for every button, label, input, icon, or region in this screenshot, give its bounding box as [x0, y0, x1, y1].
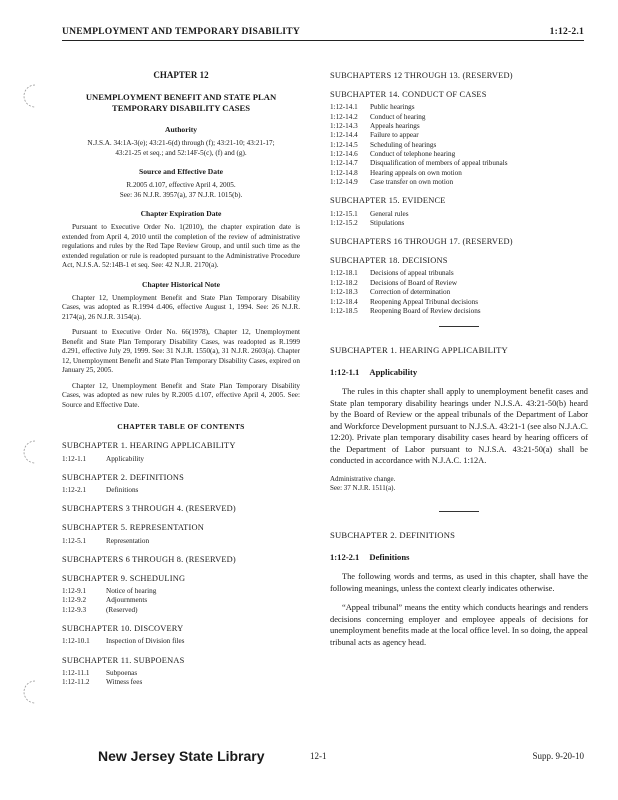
toc-subchapter-heading: SUBCHAPTER 5. REPRESENTATION [62, 523, 204, 533]
toc-section-number: 1:12-14.4 [330, 131, 358, 140]
toc-section-title: Adjournments [106, 596, 148, 605]
expiration-text: Pursuant to Executive Order No. 1(2010), the chapter expiration date is extended from April 4, 2010 until the completion of the review of administrative regulations and rules by the Red Tape Review Group, and until such time as the extended regulation or rule is readopted pursuant to the Administrative Procedure Act, N.J.S.A. 52:14B-1 et seq. See: 42 N.J.R. 2170(a). [62, 223, 300, 270]
toc-row [330, 169, 508, 178]
source-text: See: 36 N.J.R. 3957(a), 37 N.J.R. 1015(b). [119, 190, 243, 199]
toc-row [62, 587, 156, 596]
toc-row [330, 279, 481, 288]
history-text: Chapter 12, Unemployment Benefit and State Plan Temporary Disability Cases, was adopted as R.1994 d.406, effective August 1, 1994. See: 26 N.J.R. 2174(a), 26 N.J.R. 3154(a). [62, 293, 300, 321]
toc-section-list [330, 269, 481, 316]
toc-section-number: 1:12-2.1 [62, 485, 87, 494]
toc-row [330, 150, 508, 159]
history-heading: Chapter Historical Note [142, 279, 220, 289]
toc-section-title: Reopening Appeal Tribunal decisions [370, 297, 479, 306]
section-divider [439, 511, 479, 512]
chapter-title [62, 92, 300, 113]
toc-section-title: Public hearings [370, 103, 415, 112]
toc-section-title: Decisions of appeal tribunals [370, 269, 454, 278]
subchapter-heading: SUBCHAPTER 2. DEFINITIONS [330, 530, 456, 541]
toc-section-number: 1:12-14.5 [330, 140, 358, 149]
toc-section-number: 1:12-11.2 [62, 678, 90, 687]
section-text: The following words and terms, as used in this chapter, shall have the following meanings, unless the context clearly indicates otherwise. [330, 571, 588, 593]
history-text: Chapter 12, Unemployment Benefit and State Plan Temporary Disability Cases, was adopted as new rules by R.2005 d.107, effective April 4, 2005. See: Source and Effective Date. [62, 381, 300, 409]
punch-hole-icon [20, 82, 40, 110]
toc-section-number: 1:12-14.3 [330, 121, 358, 130]
toc-section-title: Appeals hearings [370, 121, 420, 130]
section-text: The rules in this chapter shall apply to unemployment benefit cases and State plan temporary disability hearings under N.J.S.A. 43:21-50(b) heard by the Board of Review or the appeal tribunals of the Department of Labor and Workforce Development pursuant to N.J.S.A. 43:21-1 (see also N.J.A.C. 12:20). Private plan temporary disability cases heard by hearing officers of the Department of Labor pursuant to N.J.S.A. 43:21-50(a) shall be conducted in accordance with N.J.A.C. 1:12A. [330, 386, 588, 466]
toc-section-title: Failure to appear [370, 131, 419, 140]
toc-row [62, 678, 142, 687]
toc-row [330, 103, 508, 112]
toc-section-title: Reopening Board of Review decisions [370, 306, 481, 315]
source-heading: Source and Effective Date [138, 167, 223, 177]
toc-section-number: 1:12-10.1 [62, 637, 90, 646]
toc-subchapter-heading: SUBCHAPTER 11. SUBPOENAS [62, 655, 185, 665]
toc-section-number: 1:12-15.1 [330, 209, 358, 218]
punch-hole-icon [20, 678, 40, 706]
authority-heading: Authority [164, 125, 198, 135]
toc-section-title: Representation [106, 536, 150, 545]
library-stamp: New Jersey State Library [98, 748, 265, 764]
toc-row [330, 131, 508, 140]
toc-row [330, 178, 508, 187]
toc-section-title: Scheduling of hearings [370, 140, 437, 149]
section-divider [439, 326, 479, 327]
toc-subchapter-heading: SUBCHAPTERS 12 THROUGH 13. (RESERVED) [330, 71, 513, 80]
toc-section-number: 1:12-1.1 [62, 454, 87, 463]
section-title: Applicability [369, 366, 418, 377]
toc-row [330, 298, 481, 307]
toc-heading: CHAPTER TABLE OF CONTENTS [117, 422, 245, 432]
toc-row [62, 606, 156, 615]
toc-subchapter-heading: SUBCHAPTER 1. HEARING APPLICABILITY [62, 441, 236, 451]
toc-row [330, 122, 508, 131]
toc-subchapter-heading: SUBCHAPTER 10. DISCOVERY [62, 624, 184, 634]
toc-row [62, 637, 184, 646]
toc-section-number: 1:12-14.6 [330, 149, 358, 158]
page-number: 12-1 [310, 751, 327, 761]
toc-subchapter-heading: SUBCHAPTERS 3 THROUGH 4. (RESERVED) [62, 504, 236, 514]
section-number: 1:12-1.1 [330, 366, 360, 377]
toc-section-number: 1:12-9.3 [62, 605, 87, 614]
toc-section-title: General rules [370, 209, 409, 218]
left-column [62, 70, 300, 689]
toc-section-title: Conduct of telephone hearing [370, 149, 456, 158]
toc-section-list [62, 587, 156, 615]
toc-section-list [62, 669, 142, 688]
section-number: 1:12-2.1 [330, 551, 360, 562]
toc-section-list [62, 637, 184, 646]
toc-subchapter-heading: SUBCHAPTER 15. EVIDENCE [330, 196, 446, 206]
toc-section-number: 1:12-18.5 [330, 306, 358, 315]
header-title: UNEMPLOYMENT AND TEMPORARY DISABILITY [62, 26, 300, 37]
note-line: Administrative change. [330, 475, 396, 484]
toc-row [330, 141, 508, 150]
section-note [330, 475, 588, 493]
toc-row [62, 486, 138, 495]
note-line: See: 37 N.J.R. 1511(a). [330, 484, 396, 493]
right-column [330, 70, 588, 657]
toc-section-number: 1:12-18.2 [330, 278, 358, 287]
toc-section-title: Correction of determination [370, 288, 451, 297]
toc-subchapter-heading: SUBCHAPTER 18. DECISIONS [330, 256, 448, 266]
toc-row [330, 159, 508, 168]
authority-text: 43:21-25 et seq.; and 52:14F-5(c), (f) and (g). [115, 148, 247, 157]
toc-subchapter-heading: SUBCHAPTERS 16 THROUGH 17. (RESERVED) [330, 237, 513, 247]
chapter-number: CHAPTER 12 [153, 70, 209, 80]
toc-section-title: Hearing appeals on own motion [370, 168, 462, 177]
toc-section-title: Inspection of Division files [106, 637, 185, 646]
toc-section-number: 1:12-9.1 [62, 587, 87, 596]
toc-section-number: 1:12-18.4 [330, 297, 358, 306]
toc-section-number: 1:12-18.3 [330, 288, 358, 297]
toc-section-title: Definitions [106, 485, 139, 494]
toc-section-title: Applicability [106, 454, 144, 463]
toc-section-list [62, 486, 138, 495]
source-text: R.2005 d.107, effective April 4, 2005. [126, 181, 236, 190]
toc-row [62, 455, 144, 464]
toc-subchapter-heading: SUBCHAPTERS 6 THROUGH 8. (RESERVED) [62, 554, 236, 564]
toc-row [62, 537, 149, 546]
toc-section-title: Conduct of hearing [370, 112, 426, 121]
history-text: Pursuant to Executive Order No. 66(1978), Chapter 12, Unemployment Benefit and State Plan Temporary Disability Cases, was readopted as R.1999 d.291, effective July 29, 1999. See: 31 N.J.R. 1550(a), 31 N.J.R. 2603(a). Chapter 12, Unemployment Benefit and State Plan Temporary Disability Cases, expired on January 25, 2005. [62, 328, 300, 375]
section-heading [330, 367, 588, 378]
toc-row [330, 219, 409, 228]
header-rule [62, 40, 584, 41]
chapter-title-line: UNEMPLOYMENT BENEFIT AND STATE PLAN [85, 91, 277, 102]
toc-section-list [62, 537, 149, 546]
toc-row [330, 288, 481, 297]
toc-section-number: 1:12-14.8 [330, 168, 358, 177]
toc-row [330, 113, 508, 122]
toc-row [330, 210, 409, 219]
toc-section-number: 1:12-14.7 [330, 159, 358, 168]
toc-section-number: 1:12-14.1 [330, 103, 358, 112]
toc-section-title: Witness fees [106, 678, 143, 687]
toc-subchapter-heading: SUBCHAPTER 9. SCHEDULING [62, 573, 186, 583]
supplement-date: Supp. 9-20-10 [532, 751, 584, 761]
toc-section-title: Subpoenas [106, 668, 138, 677]
toc-section-list [62, 455, 144, 464]
toc-row [330, 269, 481, 278]
toc-subchapter-heading: SUBCHAPTER 2. DEFINITIONS [62, 472, 185, 482]
toc-section-number: 1:12-5.1 [62, 536, 87, 545]
subchapter-heading: SUBCHAPTER 1. HEARING APPLICABILITY [330, 345, 508, 356]
page-footer [62, 748, 584, 768]
expiration-heading: Chapter Expiration Date [140, 209, 222, 219]
toc-subchapter-heading: SUBCHAPTER 14. CONDUCT OF CASES [330, 90, 487, 100]
toc-section-title: Decisions of Board of Review [370, 278, 458, 287]
authority-text: N.J.S.A. 34:1A-3(e); 43:21-6(d) through (f); 43:21-10; 43:21-17; [87, 139, 275, 148]
toc-row [62, 596, 156, 605]
toc-section-list [330, 210, 409, 229]
toc-section-number: 1:12-18.1 [330, 269, 358, 278]
toc-section-title: Disqualification of members of appeal tribunals [370, 159, 508, 168]
chapter-title-line: TEMPORARY DISABILITY CASES [111, 102, 251, 113]
toc-section-title: Stipulations [370, 218, 405, 227]
punch-hole-icon [20, 438, 40, 466]
header-section-ref: 1:12-2.1 [549, 26, 584, 37]
toc-section-number: 1:12-14.9 [330, 178, 358, 187]
section-text: “Appeal tribunal” means the entity which conducts hearings and renders decisions concerning employer and employee appeals of decisions for unemployment benefits made at the local office level. In so doing, the appeal tribunal acts as agency head. [330, 603, 588, 647]
toc-section-number: 1:12-14.2 [330, 112, 358, 121]
toc-row [62, 669, 142, 678]
toc-section-title: (Reserved) [106, 605, 138, 614]
toc-section-number: 1:12-15.2 [330, 218, 358, 227]
toc-section-title: Notice of hearing [106, 587, 157, 596]
toc-section-number: 1:12-9.2 [62, 596, 87, 605]
toc-section-title: Case transfer on own motion [370, 178, 454, 187]
toc-row [330, 307, 481, 316]
toc-section-list [330, 103, 508, 187]
section-heading [330, 552, 588, 563]
section-title: Definitions [369, 551, 410, 562]
toc-section-number: 1:12-11.1 [62, 668, 90, 677]
